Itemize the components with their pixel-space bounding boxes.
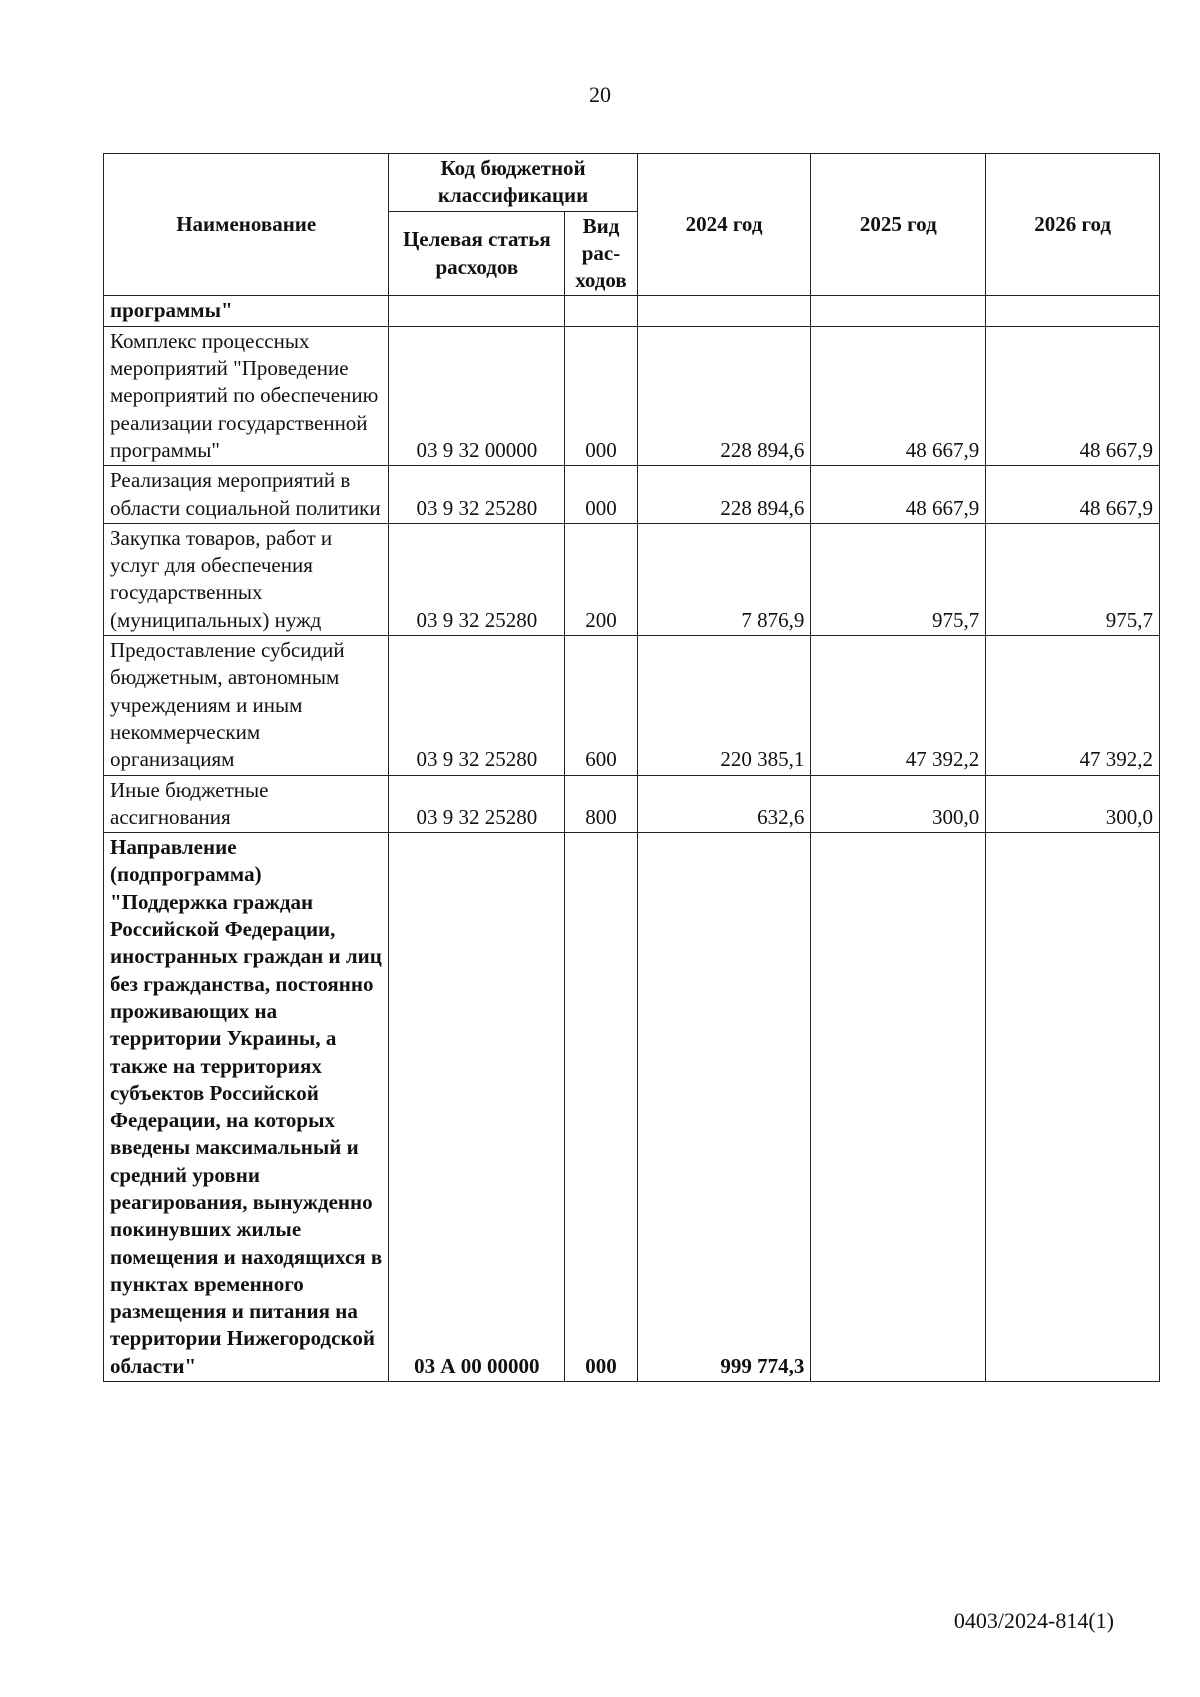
row-value-2024: 220 385,1 — [637, 636, 811, 775]
row-value-2026: 47 392,2 — [986, 636, 1160, 775]
header-code-group: Код бюджетной классификации — [389, 154, 637, 212]
row-value-2025: 48 667,9 — [811, 466, 986, 524]
row-value-2024 — [637, 296, 811, 326]
document-code: 0403/2024-814(1) — [953, 1608, 1114, 1633]
row-value-2024: 999 774,3 — [637, 833, 811, 1382]
budget-table — [103, 153, 1160, 1382]
row-value-2025: 48 667,9 — [811, 326, 986, 465]
row-value-2025: 300,0 — [811, 775, 986, 833]
row-expense-type: 800 — [565, 775, 637, 833]
row-name: Направление (подпрограмма) "Поддержка граждан Российской Федерации, иностранных граждан и лиц без гражданства, постоянно проживающих на территории Украины, а также на территориях субъектов Российской Федерации, на которых введены максимальный и средний уровни реагирования, вынужденно покинувших жилые помещения и находящихся в пунктах временного размещения и питания на территории Нижегородской области" — [104, 833, 389, 1382]
row-value-2025 — [811, 833, 986, 1382]
row-target-article: 03 9 32 25280 — [389, 775, 565, 833]
row-value-2026 — [986, 833, 1160, 1382]
row-expense-type: 600 — [565, 636, 637, 775]
row-name: Предоставление субсидий бюджетным, автономным учреждениям и иным некоммерческим организациям — [104, 636, 389, 775]
table-row — [104, 833, 1160, 1382]
table-row — [104, 466, 1160, 524]
table-header-row — [104, 154, 1160, 212]
row-value-2026: 975,7 — [986, 523, 1160, 635]
row-target-article: 03 9 32 25280 — [389, 636, 565, 775]
row-name: Комплекс процессных мероприятий "Проведение мероприятий по обеспечению реализации государственной программы" — [104, 326, 389, 465]
row-expense-type: 000 — [565, 466, 637, 524]
row-value-2024: 632,6 — [637, 775, 811, 833]
header-year-2026: 2026 год — [986, 154, 1160, 296]
row-value-2026: 48 667,9 — [986, 466, 1160, 524]
row-value-2025: 47 392,2 — [811, 636, 986, 775]
row-name: Реализация мероприятий в области социальной политики — [104, 466, 389, 524]
table-row — [104, 296, 1160, 326]
table-row — [104, 775, 1160, 833]
row-value-2024: 7 876,9 — [637, 523, 811, 635]
row-name: программы" — [104, 296, 389, 326]
row-expense-type: 000 — [565, 833, 637, 1382]
row-name: Иные бюджетные ассигнования — [104, 775, 389, 833]
table-row — [104, 523, 1160, 635]
row-value-2024: 228 894,6 — [637, 326, 811, 465]
table-row — [104, 326, 1160, 465]
row-value-2025 — [811, 296, 986, 326]
row-value-2026 — [986, 296, 1160, 326]
row-expense-type: 200 — [565, 523, 637, 635]
row-value-2025: 975,7 — [811, 523, 986, 635]
row-target-article: 03 9 32 00000 — [389, 326, 565, 465]
row-target-article: 03 9 32 25280 — [389, 523, 565, 635]
header-target-article: Целевая статья расходов — [389, 211, 565, 296]
row-expense-type — [565, 296, 637, 326]
row-value-2026: 300,0 — [986, 775, 1160, 833]
row-name: Закупка товаров, работ и услуг для обеспечения государственных (муниципальных) нужд — [104, 523, 389, 635]
table-row — [104, 636, 1160, 775]
header-expense-type: Вид рас-ходов — [565, 211, 637, 296]
header-year-2025: 2025 год — [811, 154, 986, 296]
header-name: Наименование — [104, 154, 389, 296]
page-number: 20 — [589, 82, 611, 107]
row-value-2024: 228 894,6 — [637, 466, 811, 524]
row-value-2026: 48 667,9 — [986, 326, 1160, 465]
row-target-article: 03 9 32 25280 — [389, 466, 565, 524]
header-year-2024: 2024 год — [637, 154, 811, 296]
row-expense-type: 000 — [565, 326, 637, 465]
row-target-article: 03 А 00 00000 — [389, 833, 565, 1382]
row-target-article — [389, 296, 565, 326]
